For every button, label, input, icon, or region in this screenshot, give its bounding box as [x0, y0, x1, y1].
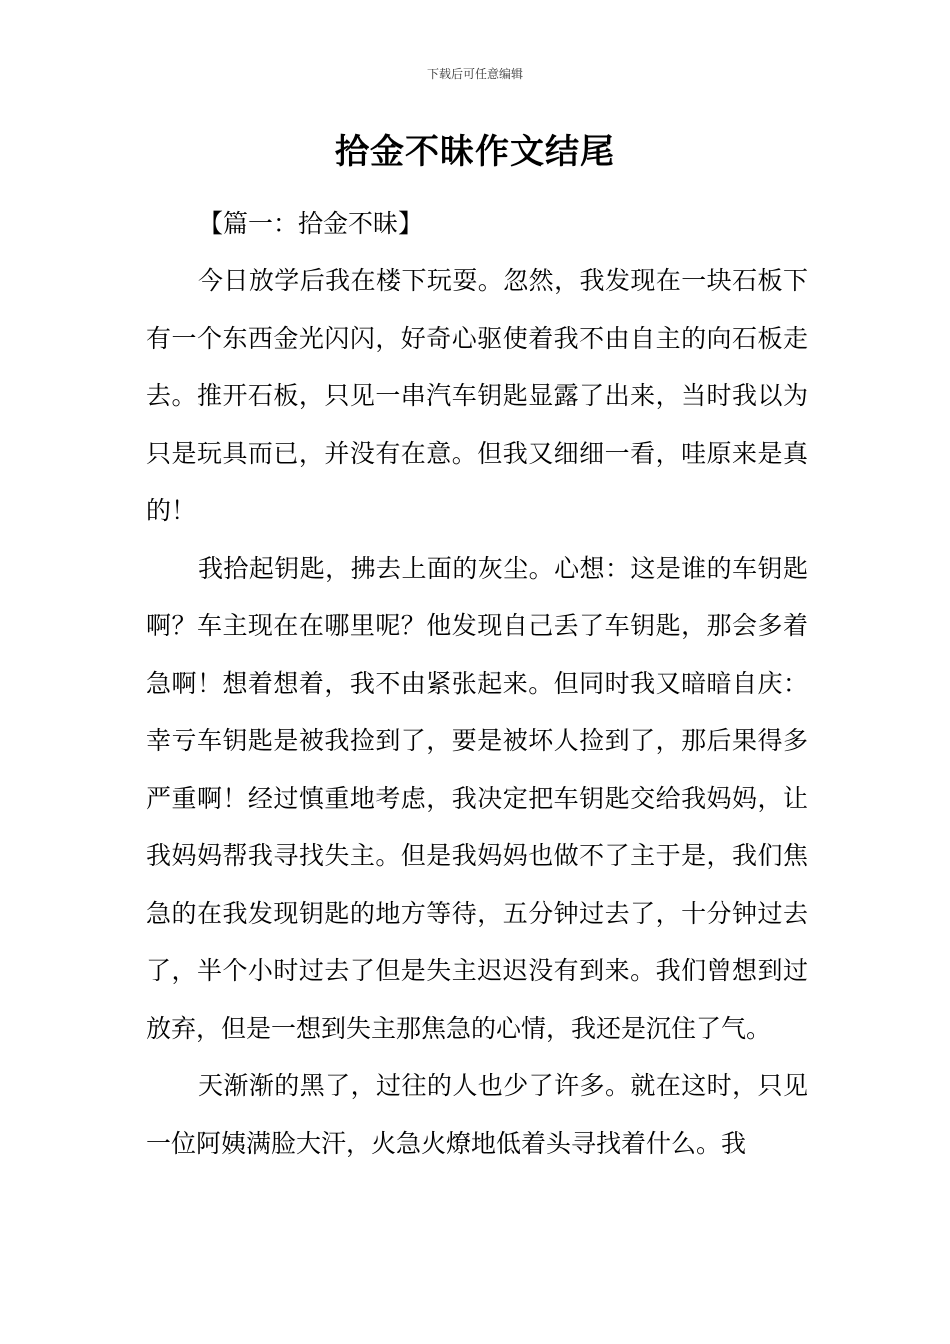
paragraph-1: 今日放学后我在楼下玩耍。忽然，我发现在一块石板下有一个东西金光闪闪，好奇心驱使着我不由自主的向石板走去。推开石板，只见一串汽车钥匙显露了出来，当时我以为只是玩具而已，并没有在意。但我又细细一看，哇原来是真的！	[146, 266, 808, 525]
document-title: 拾金不昧作文结尾	[335, 132, 615, 172]
paragraph-3: 天渐渐的黑了，过往的人也少了许多。就在这时，只见一位阿姨满脸大汗，火急火燎地低着头寻找着什么。我	[146, 1071, 808, 1158]
header-note: 下载后可任意编辑	[426, 67, 523, 81]
essay-body	[146, 252, 808, 1172]
section-heading: 【篇一：拾金不昧】	[198, 209, 424, 238]
paragraph-2: 我拾起钥匙，拂去上面的灰尘。心想：这是谁的车钥匙啊？车主现在在哪里呢？他发现自己丢了车钥匙，那会多着急啊！想着想着，我不由紧张起来。但同时我又暗暗自庆：幸亏车钥匙是被我捡到了，要是被坏人捡到了，那后果得多严重啊！经过慎重地考虑，我决定把车钥匙交给我妈妈，让我妈妈帮我寻找失主。但是我妈妈也做不了主于是，我们焦急的在我发现钥匙的地方等待，五分钟过去了，十分钟过去了，半个小时过去了但是失主迟迟没有到来。我们曾想到过放弃，但是一想到失主那焦急的心情，我还是沉住了气。	[146, 553, 808, 1043]
